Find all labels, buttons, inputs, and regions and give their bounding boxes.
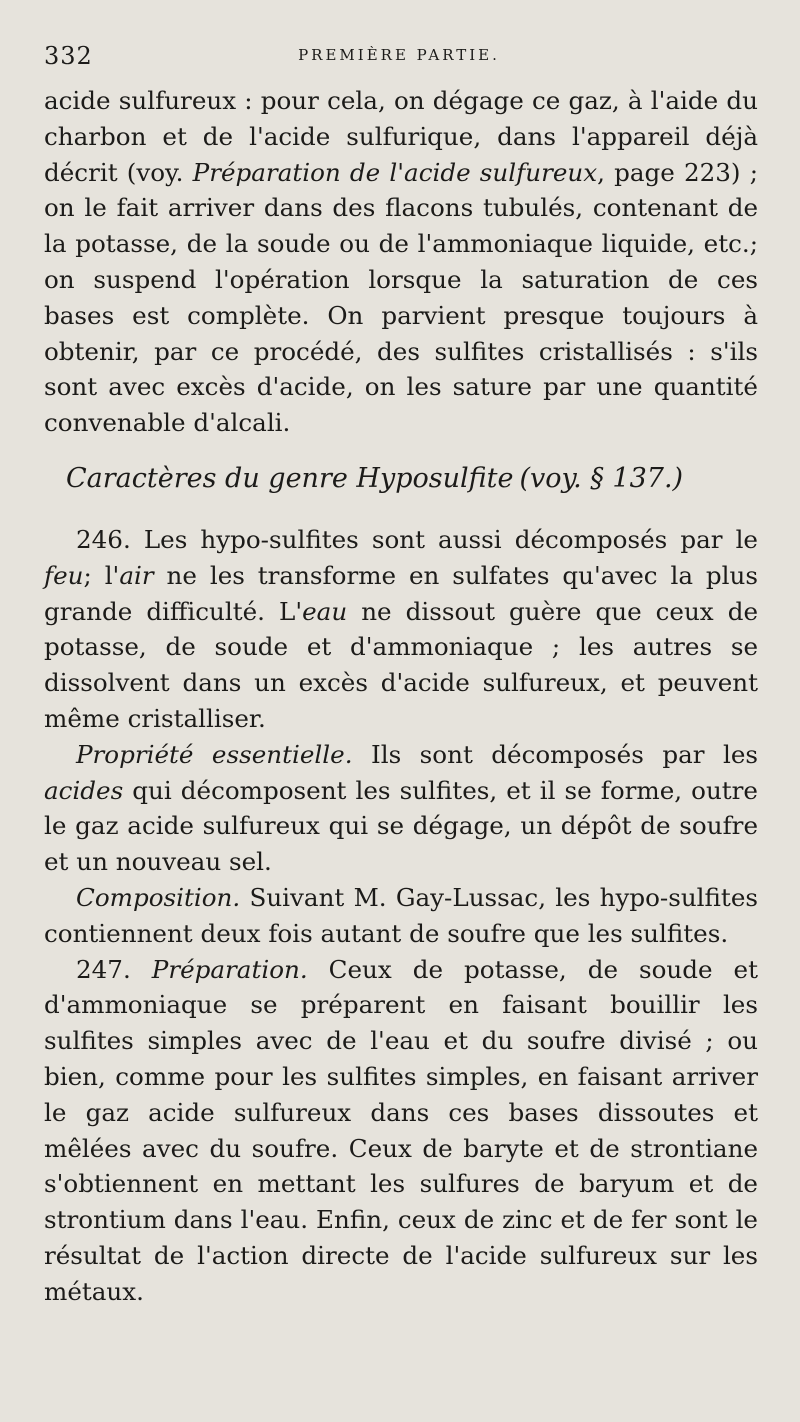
paragraph-246	[44, 522, 758, 737]
running-head: PREMIÈRE PARTIE.	[298, 46, 500, 64]
cross-reference: Préparation de l'acide sulfureux	[192, 157, 598, 187]
paragraph-text: ne les transforme en sulfates qu'avec la plus grande difficulté. L'	[44, 560, 758, 626]
paragraph-text: Ils sont décomposés par les	[352, 739, 758, 769]
section-heading-title: Caractères du genre Hyposulfite	[66, 463, 514, 494]
paragraph-composition	[44, 880, 758, 952]
paragraph-sulfites-preparation	[44, 83, 758, 441]
paragraph-text: ; l'	[83, 560, 120, 590]
text-block-top	[44, 83, 758, 441]
paragraph-text: Les hypo-sulfites sont aussi décomposés par le	[130, 525, 758, 554]
paragraph-propriete	[44, 737, 758, 880]
paragraph-text: qui décomposent les sulfites, et il se forme, outre le gaz acide sulfureux qui se dégage, un dépôt de soufre et un nouveau sel.	[44, 775, 758, 877]
paragraph-number: 247.	[76, 954, 131, 984]
paragraph-label: Préparation.	[151, 954, 308, 984]
paragraph-text: ne dissout guère que ceux de potasse, de soude et d'ammoniaque ; les autres se dissolvent dans un excès d'acide sulfureux, et peuvent même cristalliser.	[44, 596, 758, 733]
paragraph-247	[44, 952, 758, 1310]
page-number: 332	[44, 42, 93, 70]
paragraph-label: Composition.	[76, 882, 241, 912]
section-heading	[66, 463, 683, 494]
page-header	[44, 40, 754, 70]
emphasis-term: air	[119, 560, 154, 590]
paragraph-text: acide sulfureux : pour cela, on dégage ce gaz, à l'aide du charbon et de l'acide sulfurique, dans l'appareil déjà décrit (voy.	[44, 86, 758, 187]
paragraph-number: 246.	[76, 525, 131, 554]
paragraph-text: Suivant M. Gay-Lussac, les hypo-sulfites contiennent deux fois autant de soufre que les sulfites.	[44, 882, 758, 948]
paragraph-label: Propriété essentielle.	[76, 739, 353, 769]
emphasis-term: eau	[302, 596, 348, 626]
text-block-bottom	[44, 522, 758, 1310]
section-heading-reference: (voy. § 137.)	[519, 463, 684, 494]
emphasis-term: acides	[44, 775, 124, 805]
emphasis-term: feu	[44, 560, 84, 590]
paragraph-text: , page 223) ; on le fait arriver dans des flacons tubulés, contenant de la potasse, de la soude ou de l'ammoniaque liquide, etc.; on suspend l'opération lorsque la saturation de ces bases est complète. On parvient presque toujours à obtenir, par ce procédé, des sulfites cristallisés : s'ils sont avec excès d'acide, on les sature par une quantité convenable d'alcali.	[44, 157, 758, 438]
paragraph-text: Ceux de potasse, de soude et d'ammoniaque se préparent en faisant bouillir les sulfites simples avec de l'eau et du soufre divisé ; ou bien, comme pour les sulfites simples, en faisant arriver le gaz acide sulfureux dans ces bases dissoutes et mêlées avec du soufre. Ceux de baryte et de strontiane s'obtiennent en mettant les sulfures de baryum et de strontium dans l'eau. Enfin, ceux de zinc et de fer sont le résultat de l'action directe de l'acide sulfureux sur les métaux.	[44, 954, 758, 1306]
